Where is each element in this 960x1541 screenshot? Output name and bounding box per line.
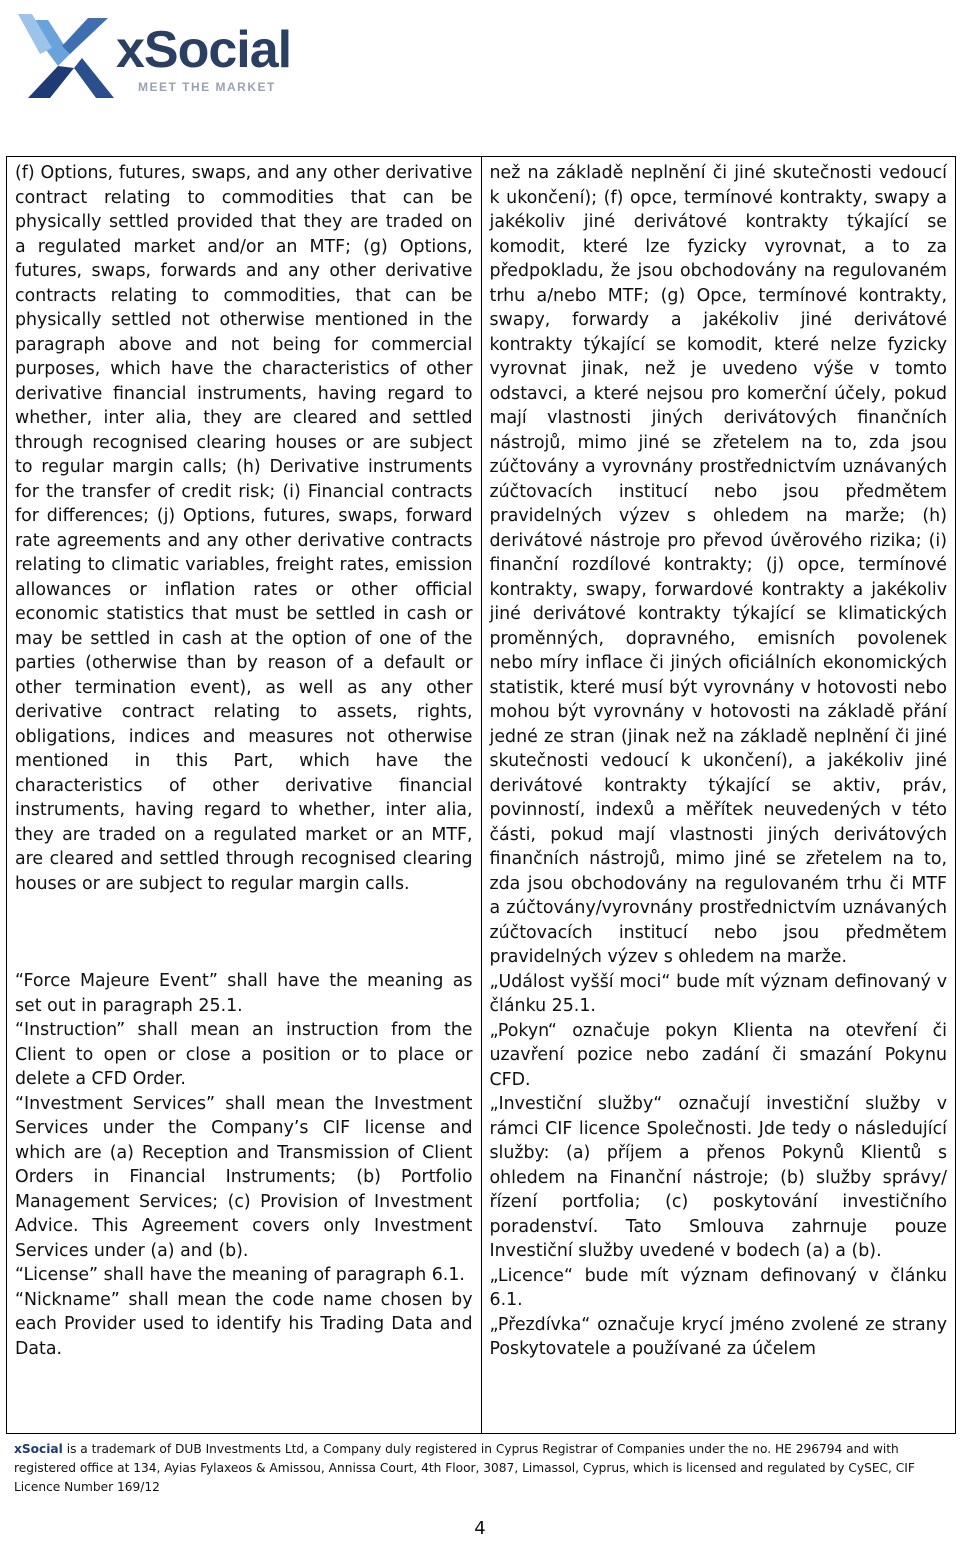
definition-license-cz: „Licence“ bude mít význam definovaný v článku 6.1.	[489, 1265, 947, 1310]
definition-investment-services: “Investment Services” shall mean the Investment Services under the Company’s CIF license and which are (a) Reception and Transmission of Client Orders in Financial Instruments; (b) Portfolio Management Services; (c) Provision of Investment Advice. This Agreement covers only Investment Services under (a) and (b).	[15, 1093, 473, 1261]
definition-nickname: “Nickname” shall mean the code name chosen by each Provider used to identify his Trading Data and Data.	[15, 1289, 473, 1359]
legal-footer	[14, 1440, 934, 1497]
xsocial-logo	[18, 14, 338, 100]
footer-text: is a trademark of DUB Investments Ltd, a Company duly registered in Cyprus Registrar of Companies under the no. HE 296794 and with registered office at 134, Ayias Fylaxeos & Amissou, Annissa Court, 4th Floor, 3087, Limassol, Cyprus, which is licensed and regulated by CySEC, CIF Licence Number 169/12	[14, 1442, 915, 1494]
definition-nickname-cz: „Přezdívka“ označuje krycí jméno zvolené ze strany Poskytovatele a používané za účelem	[489, 1314, 947, 1359]
derivatives-paragraph-cz: než na základě neplnění či jiné skutečnosti vedoucí k ukončení); (f) opce, termínové kontrakty, swapy a jakékoliv jiné derivátové kontrakty týkající se komodit, které lze fyzicky vyrovnat, a to za předpokladu, že jsou obchodovány na regulovaném trhu a/nebo MTF; (g) Opce, termínové kontrakty, swapy, forwardy a jakékoliv jiné derivátové kontrakty týkající se komodit, které nelze fyzicky vyrovnat jinak, než je uvedeno výše v tomto odstavci, a které nejsou pro komerční účely, pokud mají vlastnosti jiných derivátových finančních nástrojů, mimo jiné se zřetelem na to, zda jsou zúčtovány a vyrovnány prostřednictvím uznávaných zúčtovacích institucí nebo jsou předmětem pravidelných výzev s ohledem na marže; (h) derivátové nástroje pro převod úvěrového rizika; (i) finanční rozdílové kontrakty; (j) opce, termínové kontrakty, swapy, forwardové kontrakty a jakékoliv jiné derivátové kontrakty týkající se klimatických proměnných, dopravného, emisních povolenek nebo míry inflace či jiných oficiálních ekonomických statistik, které musí být vyrovnány v hotovosti nebo mohou být vyrovnány v hotovosti na základě přání jedné ze stran (jinak než na základě neplnění či jiné skutečnosti vedoucí k ukončení), a jakékoliv jiné derivátové kontrakty týkající se aktiv, práv, povinností, indexů a měřítek neuvedených v této části, pokud mají vlastnosti jiných derivátových finančních nástrojů, mimo jiné se zřetelem na to, zda jsou obchodovány na regulovaném trhu či MTF a zúčtovány/vyrovnány prostřednictvím uznávaných zúčtovacích institucí nebo jsou předmětem pravidelných výzev s ohledem na marže.	[489, 163, 947, 967]
page-number: 4	[474, 1518, 486, 1539]
logo-tagline: MEET THE MARKET	[138, 80, 276, 94]
derivatives-paragraph: (f) Options, futures, swaps, and any other derivative contract relating to commodities that can be physically settled provided that they are traded on a regulated market and/or an MTF; (g) Options, futures, swaps, forwards and any other derivative contracts relating to commodities, that can be physically settled not otherwise mentioned in the paragraph above and not being for commercial purposes, which have the characteristics of other derivative financial instruments, having regard to whether, inter alia, they are cleared and settled through recognised clearing houses or are subject to regular margin calls; (h) Derivative instruments for the transfer of credit risk; (i) Financial contracts for differences; (j) Options, futures, swaps, forward rate agreements and any other derivative contracts relating to climatic variables, freight rates, emission allowances or inflation rates or other official economic statistics that must be settled in cash or may be settled in cash at the option of one of the parties (otherwise than by reason of a default or other termination event), as well as any other derivative contract relating to assets, rights, obligations, indices and measures not otherwise mentioned in this Part, which have the characteristics of other derivative financial instruments, having regard to whether, inter alia, they are traded on a regulated market or an MTF, are cleared and settled through recognised clearing houses or are subject to regular margin calls.	[15, 163, 473, 894]
footer-brand: xSocial	[14, 1442, 63, 1456]
definition-force-majeure: “Force Majeure Event” shall have the meaning as set out in paragraph 25.1.	[15, 971, 473, 1016]
definition-license: “License” shall have the meaning of paragraph 6.1.	[15, 1265, 465, 1285]
czech-column	[481, 157, 956, 1434]
logo-wordmark: xSocial	[116, 21, 292, 79]
xsocial-x-mark-icon	[18, 14, 114, 100]
english-column	[7, 157, 482, 1434]
definition-investment-services-cz: „Investiční služby“ označují investiční služby v rámci CIF licence Společnosti. Jde tedy o následující služby: (a) příjem a přenos Pokynů Klientů s ohledem na Finanční nástroje; (b) služby správy/řízení portfolia; (c) poskytování investičního poradenství. Tato Smlouva zahrnuje pouze Investiční služby uvedené v bodech (a) a (b).	[489, 1094, 947, 1261]
definition-force-majeure-cz: „Událost vyšší moci“ bude mít význam definovaný v článku 25.1.	[489, 971, 947, 1016]
definition-instruction-cz: „Pokyn“ označuje pokyn Klienta na otevření či uzavření pozice nebo zadání či smazání Pokynu CFD.	[489, 1020, 947, 1090]
definition-instruction: “Instruction” shall mean an instruction from the Client to open or close a position or to place or delete a CFD Order.	[15, 1020, 473, 1089]
bilingual-definitions-table	[6, 156, 956, 1434]
